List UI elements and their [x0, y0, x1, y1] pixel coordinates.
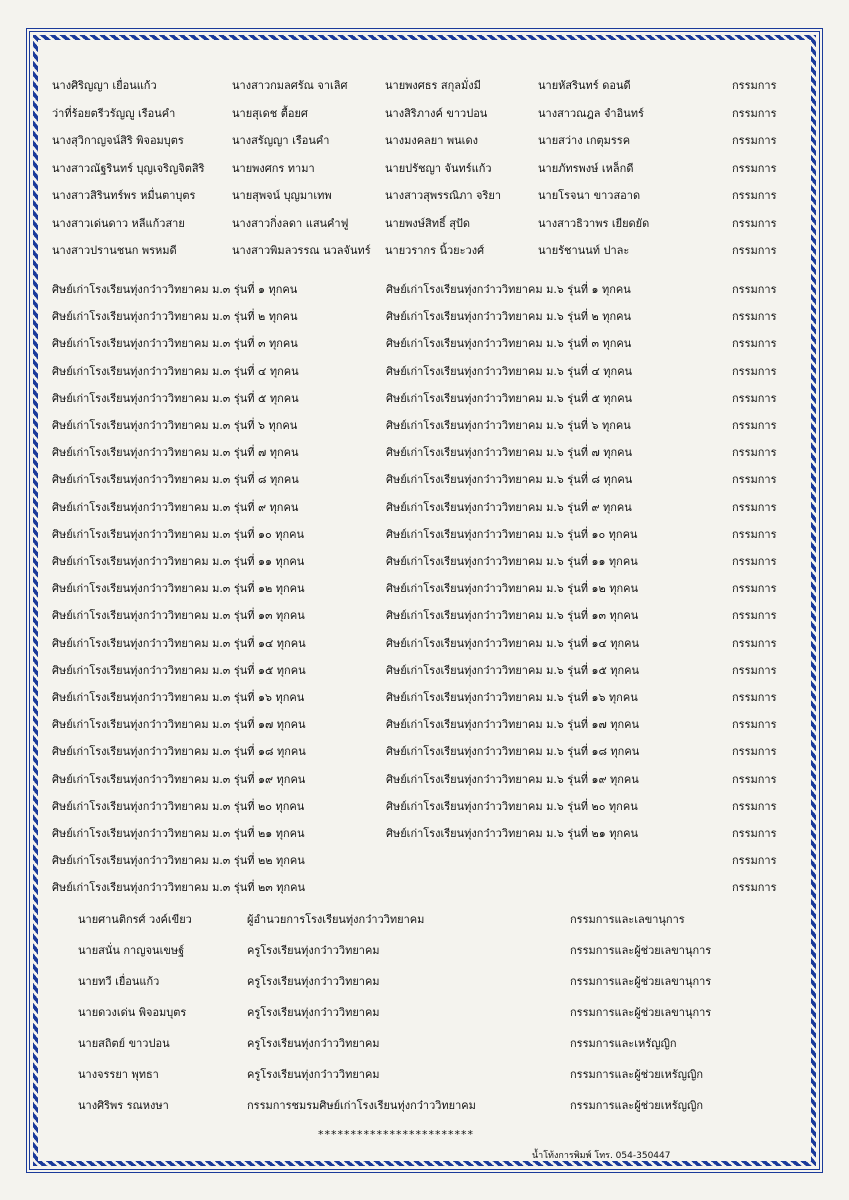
officer-row: [0, 906, 849, 930]
alumni-row-cell: ศิษย์เก่าโรงเรียนทุ่งกว๋าววิทยาคม ม.๓ รุ่นที่ ๑๗ ทุกคน: [52, 718, 306, 732]
alumni-row: [0, 630, 849, 654]
alumni-row: [0, 820, 849, 844]
member-row-cell: นางสาวสุพรรณิภา จริยา: [385, 189, 502, 202]
alumni-row: [0, 276, 849, 300]
officer-row-cell: นายสนั่น กาญจนเขษฐ์: [78, 944, 185, 957]
alumni-row-cell: ศิษย์เก่าโรงเรียนทุ่งกว๋าววิทยาคม ม.๖ รุ่นที่ ๑๔ ทุกคน: [386, 636, 640, 650]
alumni-row-cell: ศิษย์เก่าโรงเรียนทุ่งกว๋าววิทยาคม ม.๖ รุ่นที่ ๑๘ ทุกคน: [386, 745, 640, 759]
alumni-row-cell: ศิษย์เก่าโรงเรียนทุ่งกว๋าววิทยาคม ม.๖ รุ่นที่ ๒๑ ทุกคน: [386, 827, 638, 840]
alumni-row-cell: ศิษย์เก่าโรงเรียนทุ่งกว๋าววิทยาคม ม.๖ รุ่นที่ ๑๖ ทุกคน: [386, 691, 638, 704]
alumni-row-cell: กรรมการ: [732, 745, 777, 759]
alumni-row-cell: ศิษย์เก่าโรงเรียนทุ่งกว๋าววิทยาคม ม.๖ รุ่นที่ ๖ ทุกคน: [386, 419, 631, 432]
alumni-row: [0, 521, 849, 545]
alumni-row: [0, 358, 849, 382]
alumni-row: [0, 874, 849, 898]
member-row-cell: กรรมการ: [732, 134, 777, 147]
alumni-row-cell: กรรมการ: [732, 310, 777, 324]
officer-row-cell: ครูโรงเรียนทุ่งกว๋าววิทยาคม: [247, 975, 380, 988]
member-row-cell: กรรมการ: [732, 161, 777, 175]
member-row: [0, 72, 849, 96]
officer-row: [0, 1092, 849, 1116]
alumni-row-cell: ศิษย์เก่าโรงเรียนทุ่งกว๋าววิทยาคม ม.๖ รุ่นที่ ๑๒ ทุกคน: [386, 582, 638, 596]
officer-row-cell: นายทวี เยื่อนแก้ว: [78, 975, 160, 988]
alumni-row: [0, 847, 849, 871]
alumni-row-cell: ศิษย์เก่าโรงเรียนทุ่งกว๋าววิทยาคม ม.๓ รุ่นที่ ๑๓ ทุกคน: [52, 609, 305, 623]
officer-row-cell: กรรมการและผู้ช่วยเหรัญญิก: [570, 1068, 704, 1081]
alumni-row: [0, 684, 849, 708]
alumni-row-cell: ศิษย์เก่าโรงเรียนทุ่งกว๋าววิทยาคม ม.๓ รุ่นที่ ๒๓ ทุกคน: [52, 881, 306, 895]
alumni-row-cell: กรรมการ: [732, 446, 777, 460]
alumni-row: [0, 303, 849, 327]
alumni-row-cell: ศิษย์เก่าโรงเรียนทุ่งกว๋าววิทยาคม ม.๓ รุ่นที่ ๑ ทุกคน: [52, 283, 298, 296]
officer-row-cell: ครูโรงเรียนทุ่งกว๋าววิทยาคม: [247, 1037, 380, 1050]
alumni-row-cell: ศิษย์เก่าโรงเรียนทุ่งกว๋าววิทยาคม ม.๖ รุ่นที่ ๗ ทุกคน: [386, 446, 633, 460]
alumni-row: [0, 657, 849, 681]
member-row-cell: นางสาวกมลศรัณ จาเลิศ: [232, 79, 348, 92]
member-row-cell: นายพงษ์สิทธิ์ สุปัด: [385, 216, 471, 230]
alumni-row-cell: กรรมการ: [732, 854, 777, 868]
alumni-row: [0, 575, 849, 599]
alumni-row-cell: กรรมการ: [732, 582, 777, 596]
member-row-cell: กรรมการ: [732, 106, 777, 120]
alumni-row: [0, 793, 849, 817]
alumni-row-cell: กรรมการ: [732, 527, 777, 541]
member-row-cell: นางสาวสิรินทร์พร หมื่นตาบุตร: [52, 189, 196, 202]
alumni-row: [0, 602, 849, 626]
member-row-cell: นางสาวณัฐรินทร์ บุญเจริญจิตสิริ: [52, 161, 205, 175]
alumni-row-cell: ศิษย์เก่าโรงเรียนทุ่งกว๋าววิทยาคม ม.๓ รุ่นที่ ๑๒ ทุกคน: [52, 582, 305, 596]
alumni-row-cell: กรรมการ: [732, 636, 777, 650]
officer-row-cell: นางจรรยา พุทธา: [78, 1068, 159, 1081]
alumni-row: [0, 766, 849, 790]
member-row-cell: นางสาวเด่นดาว หลีแก้วสาย: [52, 216, 185, 230]
member-row-cell: นางสาวณฎล จำอินทร์: [538, 106, 644, 120]
alumni-row-cell: ศิษย์เก่าโรงเรียนทุ่งกว๋าววิทยาคม ม.๓ รุ่นที่ ๘ ทุกคน: [52, 473, 299, 487]
member-row-cell: นางสาวพิมลวรรณ นวลจันทร์: [232, 244, 371, 257]
member-row: [0, 155, 849, 179]
member-row-cell: นายภัทรพงษ์ เหล็กดี: [538, 161, 634, 175]
officer-row: [0, 968, 849, 992]
member-row-cell: นายสุเดช ตื้อยศ: [232, 106, 308, 120]
officer-row: [0, 1030, 849, 1054]
alumni-row-cell: ศิษย์เก่าโรงเรียนทุ่งกว๋าววิทยาคม ม.๓ รุ่นที่ ๒๐ ทุกคน: [52, 799, 305, 813]
alumni-row-cell: กรรมการ: [732, 881, 777, 895]
alumni-row-cell: ศิษย์เก่าโรงเรียนทุ่งกว๋าววิทยาคม ม.๖ รุ่นที่ ๑๑ ทุกคน: [386, 555, 638, 568]
alumni-row: [0, 330, 849, 354]
member-row-cell: นายสุพจน์ บุญมาเทพ: [232, 189, 332, 202]
officer-row-cell: กรรมการและผู้ช่วยเลขานุการ: [570, 944, 712, 957]
alumni-row-cell: ศิษย์เก่าโรงเรียนทุ่งกว๋าววิทยาคม ม.๓ รุ่นที่ ๕ ทุกคน: [52, 391, 299, 405]
alumni-row-cell: ศิษย์เก่าโรงเรียนทุ่งกว๋าววิทยาคม ม.๓ รุ่นที่ ๑๕ ทุกคน: [52, 663, 306, 677]
alumni-row-cell: ศิษย์เก่าโรงเรียนทุ่งกว๋าววิทยาคม ม.๓ รุ่นที่ ๓ ทุกคน: [52, 337, 298, 351]
alumni-row-cell: ศิษย์เก่าโรงเรียนทุ่งกว๋าววิทยาคม ม.๖ รุ่นที่ ๑๕ ทุกคน: [386, 663, 640, 677]
alumni-row-cell: ศิษย์เก่าโรงเรียนทุ่งกว๋าววิทยาคม ม.๖ รุ่นที่ ๑ ทุกคน: [386, 283, 631, 296]
officer-row-cell: กรรมการและผู้ช่วยเลขานุการ: [570, 975, 712, 988]
officer-row-cell: กรรมการและผู้ช่วยเหรัญญิก: [570, 1099, 704, 1112]
member-row-cell: กรรมการ: [732, 79, 777, 92]
alumni-row: [0, 548, 849, 572]
member-row-cell: นายพงศกร ทามา: [232, 161, 315, 175]
alumni-row-cell: ศิษย์เก่าโรงเรียนทุ่งกว๋าววิทยาคม ม.๖ รุ่นที่ ๑๐ ทุกคน: [386, 527, 638, 541]
officer-row: [0, 937, 849, 961]
alumni-row: [0, 494, 849, 518]
officer-row-cell: นายศานติกรศ์ วงค์เขียว: [78, 913, 192, 926]
alumni-row-cell: ศิษย์เก่าโรงเรียนทุ่งกว๋าววิทยาคม ม.๓ รุ่นที่ ๑๖ ทุกคน: [52, 691, 305, 704]
alumni-row-cell: กรรมการ: [732, 799, 777, 813]
alumni-row-cell: ศิษย์เก่าโรงเรียนทุ่งกว๋าววิทยาคม ม.๖ รุ่นที่ ๕ ทุกคน: [386, 391, 633, 405]
alumni-row-cell: ศิษย์เก่าโรงเรียนทุ่งกว๋าววิทยาคม ม.๖ รุ่นที่ ๑๗ ทุกคน: [386, 718, 640, 732]
alumni-row-cell: ศิษย์เก่าโรงเรียนทุ่งกว๋าววิทยาคม ม.๖ รุ่นที่ ๑๙ ทุกคน: [386, 772, 639, 786]
alumni-row-cell: กรรมการ: [732, 419, 777, 432]
alumni-row: [0, 385, 849, 409]
alumni-row-cell: ศิษย์เก่าโรงเรียนทุ่งกว๋าววิทยาคม ม.๖ รุ่นที่ ๙ ทุกคน: [386, 500, 632, 514]
member-row-cell: นายวรากร นิ้วยะวงศ์: [385, 244, 485, 257]
officer-row: [0, 999, 849, 1023]
alumni-row-cell: กรรมการ: [732, 718, 777, 732]
alumni-row-cell: ศิษย์เก่าโรงเรียนทุ่งกว๋าววิทยาคม ม.๓ รุ่นที่ ๙ ทุกคน: [52, 500, 299, 514]
alumni-row-cell: กรรมการ: [732, 283, 777, 296]
officer-row-cell: กรรมการและเลขานุการ: [570, 913, 685, 926]
officer-row-cell: ครูโรงเรียนทุ่งกว๋าววิทยาคม: [247, 1068, 380, 1081]
officer-row-cell: ครูโรงเรียนทุ่งกว๋าววิทยาคม: [247, 944, 380, 957]
member-row: [0, 237, 849, 261]
alumni-row-cell: ศิษย์เก่าโรงเรียนทุ่งกว๋าววิทยาคม ม.๓ รุ่นที่ ๑๘ ทุกคน: [52, 745, 306, 759]
alumni-row: [0, 738, 849, 762]
alumni-row-cell: กรรมการ: [732, 663, 777, 677]
member-row: [0, 182, 849, 206]
member-row-cell: นายโรจนา ขาวสอาด: [538, 189, 641, 202]
alumni-row: [0, 466, 849, 490]
alumni-row-cell: ศิษย์เก่าโรงเรียนทุ่งกว๋าววิทยาคม ม.๖ รุ่นที่ ๓ ทุกคน: [386, 337, 632, 351]
alumni-row-cell: ศิษย์เก่าโรงเรียนทุ่งกว๋าววิทยาคม ม.๖ รุ่นที่ ๒๐ ทุกคน: [386, 799, 638, 813]
alumni-row-cell: กรรมการ: [732, 555, 777, 568]
alumni-row-cell: กรรมการ: [732, 337, 777, 351]
officer-row-cell: กรรมการชมรมศิษย์เก่าโรงเรียนทุ่งกว๋าววิทยาคม: [247, 1099, 476, 1112]
member-row: [0, 127, 849, 151]
printer-credit: น้ำโท้งการพิมพ์ โทร. 054-350447: [532, 1151, 671, 1161]
member-row-cell: นางสาวธิวาพร เยียดยัด: [538, 216, 650, 230]
alumni-row-cell: ศิษย์เก่าโรงเรียนทุ่งกว๋าววิทยาคม ม.๓ รุ่นที่ ๗ ทุกคน: [52, 446, 299, 460]
alumni-row-cell: กรรมการ: [732, 473, 777, 487]
alumni-row-cell: ศิษย์เก่าโรงเรียนทุ่งกว๋าววิทยาคม ม.๓ รุ่นที่ ๒ ทุกคน: [52, 310, 298, 324]
alumni-row-cell: ศิษย์เก่าโรงเรียนทุ่งกว๋าววิทยาคม ม.๓ รุ่นที่ ๒๒ ทุกคน: [52, 854, 305, 868]
member-row-cell: นายหัสรินทร์ ดอนดี: [538, 79, 631, 92]
officer-row: [0, 1061, 849, 1085]
alumni-row-cell: ศิษย์เก่าโรงเรียนทุ่งกว๋าววิทยาคม ม.๓ รุ่นที่ ๔ ทุกคน: [52, 364, 299, 378]
alumni-row-cell: ศิษย์เก่าโรงเรียนทุ่งกว๋าววิทยาคม ม.๖ รุ่นที่ ๘ ทุกคน: [386, 473, 633, 487]
officer-row-cell: นายสถิตย์ ขาวปอน: [78, 1037, 170, 1050]
officer-row-cell: นางศิริพร รณหงษา: [78, 1099, 169, 1112]
member-row: [0, 100, 849, 124]
member-row-cell: นางสิริภางค์ ขาวปอน: [385, 106, 488, 120]
alumni-row-cell: กรรมการ: [732, 500, 777, 514]
member-row-cell: นายสว่าง เกตุมรรค: [538, 134, 631, 147]
alumni-row-cell: ศิษย์เก่าโรงเรียนทุ่งกว๋าววิทยาคม ม.๖ รุ่นที่ ๒ ทุกคน: [386, 310, 632, 324]
member-row-cell: นางศิริญญา เยื่อนแก้ว: [52, 79, 157, 92]
alumni-row: [0, 412, 849, 436]
officer-row-cell: กรรมการและเหรัญญิก: [570, 1037, 677, 1050]
separator-stars: ************************: [318, 1128, 474, 1141]
member-row: [0, 210, 849, 234]
alumni-row-cell: ศิษย์เก่าโรงเรียนทุ่งกว๋าววิทยาคม ม.๓ รุ่นที่ ๖ ทุกคน: [52, 419, 298, 432]
alumni-row: [0, 439, 849, 463]
alumni-row-cell: ศิษย์เก่าโรงเรียนทุ่งกว๋าววิทยาคม ม.๖ รุ่นที่ ๑๓ ทุกคน: [386, 609, 639, 623]
alumni-row: [0, 711, 849, 735]
member-row-cell: นางสุวิกาญจน์สิริ พิจอมบุตร: [52, 134, 184, 147]
alumni-row-cell: กรรมการ: [732, 772, 777, 786]
member-row-cell: นางสรัญญา เรือนคำ: [232, 134, 330, 147]
member-row-cell: นางมงคลยา พนเดง: [385, 134, 478, 147]
member-row-cell: นายรัชานนท์ ปาละ: [538, 244, 630, 257]
alumni-row-cell: ศิษย์เก่าโรงเรียนทุ่งกว๋าววิทยาคม ม.๖ รุ่นที่ ๔ ทุกคน: [386, 364, 633, 378]
member-row-cell: นางสาวกิ่งลดา แสนคำฟู: [232, 216, 349, 230]
alumni-row-cell: กรรมการ: [732, 364, 777, 378]
member-row-cell: ว่าที่ร้อยตรีวรัญญู เรือนคำ: [52, 106, 176, 120]
alumni-row-cell: กรรมการ: [732, 391, 777, 405]
alumni-row-cell: กรรมการ: [732, 827, 777, 840]
officer-row-cell: ผู้อำนวยการโรงเรียนทุ่งกว๋าววิทยาคม: [247, 913, 425, 926]
member-row-cell: กรรมการ: [732, 244, 777, 257]
member-row-cell: นายพงศธร สกุลมั่งมี: [385, 79, 481, 92]
member-row-cell: กรรมการ: [732, 189, 777, 202]
alumni-row-cell: กรรมการ: [732, 609, 777, 623]
member-row-cell: กรรมการ: [732, 216, 777, 230]
alumni-row-cell: กรรมการ: [732, 691, 777, 704]
alumni-row-cell: ศิษย์เก่าโรงเรียนทุ่งกว๋าววิทยาคม ม.๓ รุ่นที่ ๑๙ ทุกคน: [52, 772, 306, 786]
alumni-row-cell: ศิษย์เก่าโรงเรียนทุ่งกว๋าววิทยาคม ม.๓ รุ่นที่ ๑๐ ทุกคน: [52, 527, 304, 541]
alumni-row-cell: ศิษย์เก่าโรงเรียนทุ่งกว๋าววิทยาคม ม.๓ รุ่นที่ ๑๑ ทุกคน: [52, 555, 305, 568]
officer-row-cell: กรรมการและผู้ช่วยเลขานุการ: [570, 1006, 712, 1019]
officer-row-cell: นายดวงเด่น พิจอมบุตร: [78, 1006, 187, 1019]
member-row-cell: นางสาวปรานชนก พรหมดี: [52, 244, 177, 257]
member-row-cell: นายปรัชญา จันทร์แก้ว: [385, 161, 492, 175]
alumni-row-cell: ศิษย์เก่าโรงเรียนทุ่งกว๋าววิทยาคม ม.๓ รุ่นที่ ๑๔ ทุกคน: [52, 636, 306, 650]
officer-row-cell: ครูโรงเรียนทุ่งกว๋าววิทยาคม: [247, 1006, 380, 1019]
alumni-row-cell: ศิษย์เก่าโรงเรียนทุ่งกว๋าววิทยาคม ม.๓ รุ่นที่ ๒๑ ทุกคน: [52, 827, 305, 840]
